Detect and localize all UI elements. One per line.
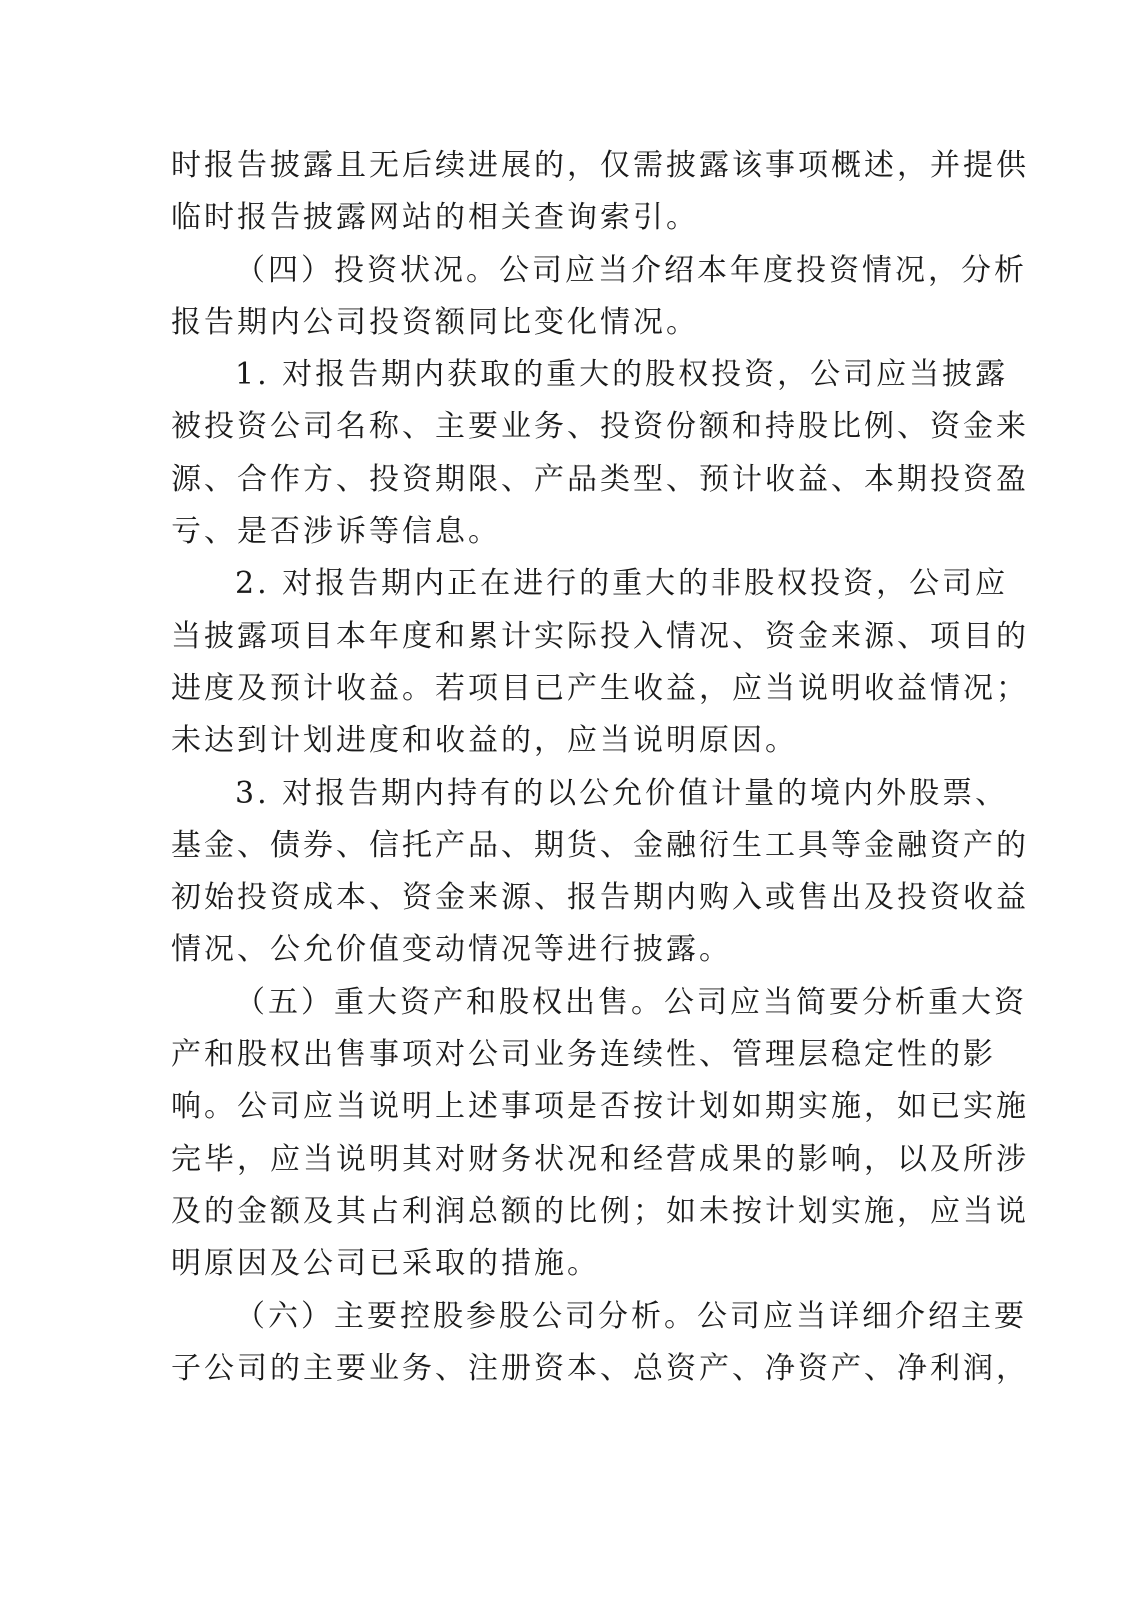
text-line: 基金、债券、信托产品、期货、金融衍生工具等金融资产的 [171, 827, 1029, 863]
text-line: 被投资公司名称、主要业务、投资份额和持股比例、资金来 [171, 409, 1029, 445]
text-line: 时报告披露且无后续进展的，仅需披露该事项概述，并提供 [171, 148, 1029, 183]
text-line: 情况、公允价值变动情况等进行披露。 [171, 932, 732, 968]
section-heading-line: （六）主要控股参股公司分析。公司应当详细介绍主要 [235, 1298, 1027, 1334]
text-line: 亏、是否涉诉等信息。 [171, 514, 501, 550]
text-line: 临时报告披露网站的相关查询索引。 [171, 200, 699, 236]
text-line: 完毕，应当说明其对财务状况和经营成果的影响，以及所涉 [171, 1141, 1029, 1177]
text-line: 产和股权出售事项对公司业务连续性、管理层稳定性的影 [171, 1037, 996, 1073]
section-heading-line: （四）投资状况。公司应当介绍本年度投资情况，分析 [235, 252, 1027, 288]
text-line: 进度及预计收益。若项目已产生收益，应当说明收益情况； [171, 670, 1029, 706]
body-text [171, 140, 1029, 1395]
text-line: 未达到计划进度和收益的，应当说明原因。 [171, 723, 798, 759]
list-item-line: 2. 对报告期内正在进行的重大的非股权投资，公司应 [235, 566, 1009, 602]
text-line: 报告期内公司投资额同比变化情况。 [171, 304, 699, 340]
section-heading-line: （五）重大资产和股权出售。公司应当简要分析重大资 [235, 984, 1027, 1020]
text-line: 源、合作方、投资期限、产品类型、预计收益、本期投资盈 [171, 461, 1029, 497]
text-line: 及的金额及其占利润总额的比例；如未按计划实施，应当说 [171, 1193, 1029, 1229]
text-line: 当披露项目本年度和累计实际投入情况、资金来源、项目的 [171, 618, 1029, 654]
list-item-line: 1. 对报告期内获取的重大的股权投资，公司应当披露 [235, 357, 1009, 393]
text-line: 响。公司应当说明上述事项是否按计划如期实施，如已实施 [171, 1089, 1029, 1125]
list-item-line: 3. 对报告期内持有的以公允价值计量的境内外股票、 [235, 775, 1009, 811]
text-line: 初始投资成本、资金来源、报告期内购入或售出及投资收益 [171, 880, 1029, 916]
text-line: 子公司的主要业务、注册资本、总资产、净资产、净利润， [171, 1350, 1029, 1386]
text-line: 明原因及公司已采取的措施。 [171, 1246, 600, 1282]
